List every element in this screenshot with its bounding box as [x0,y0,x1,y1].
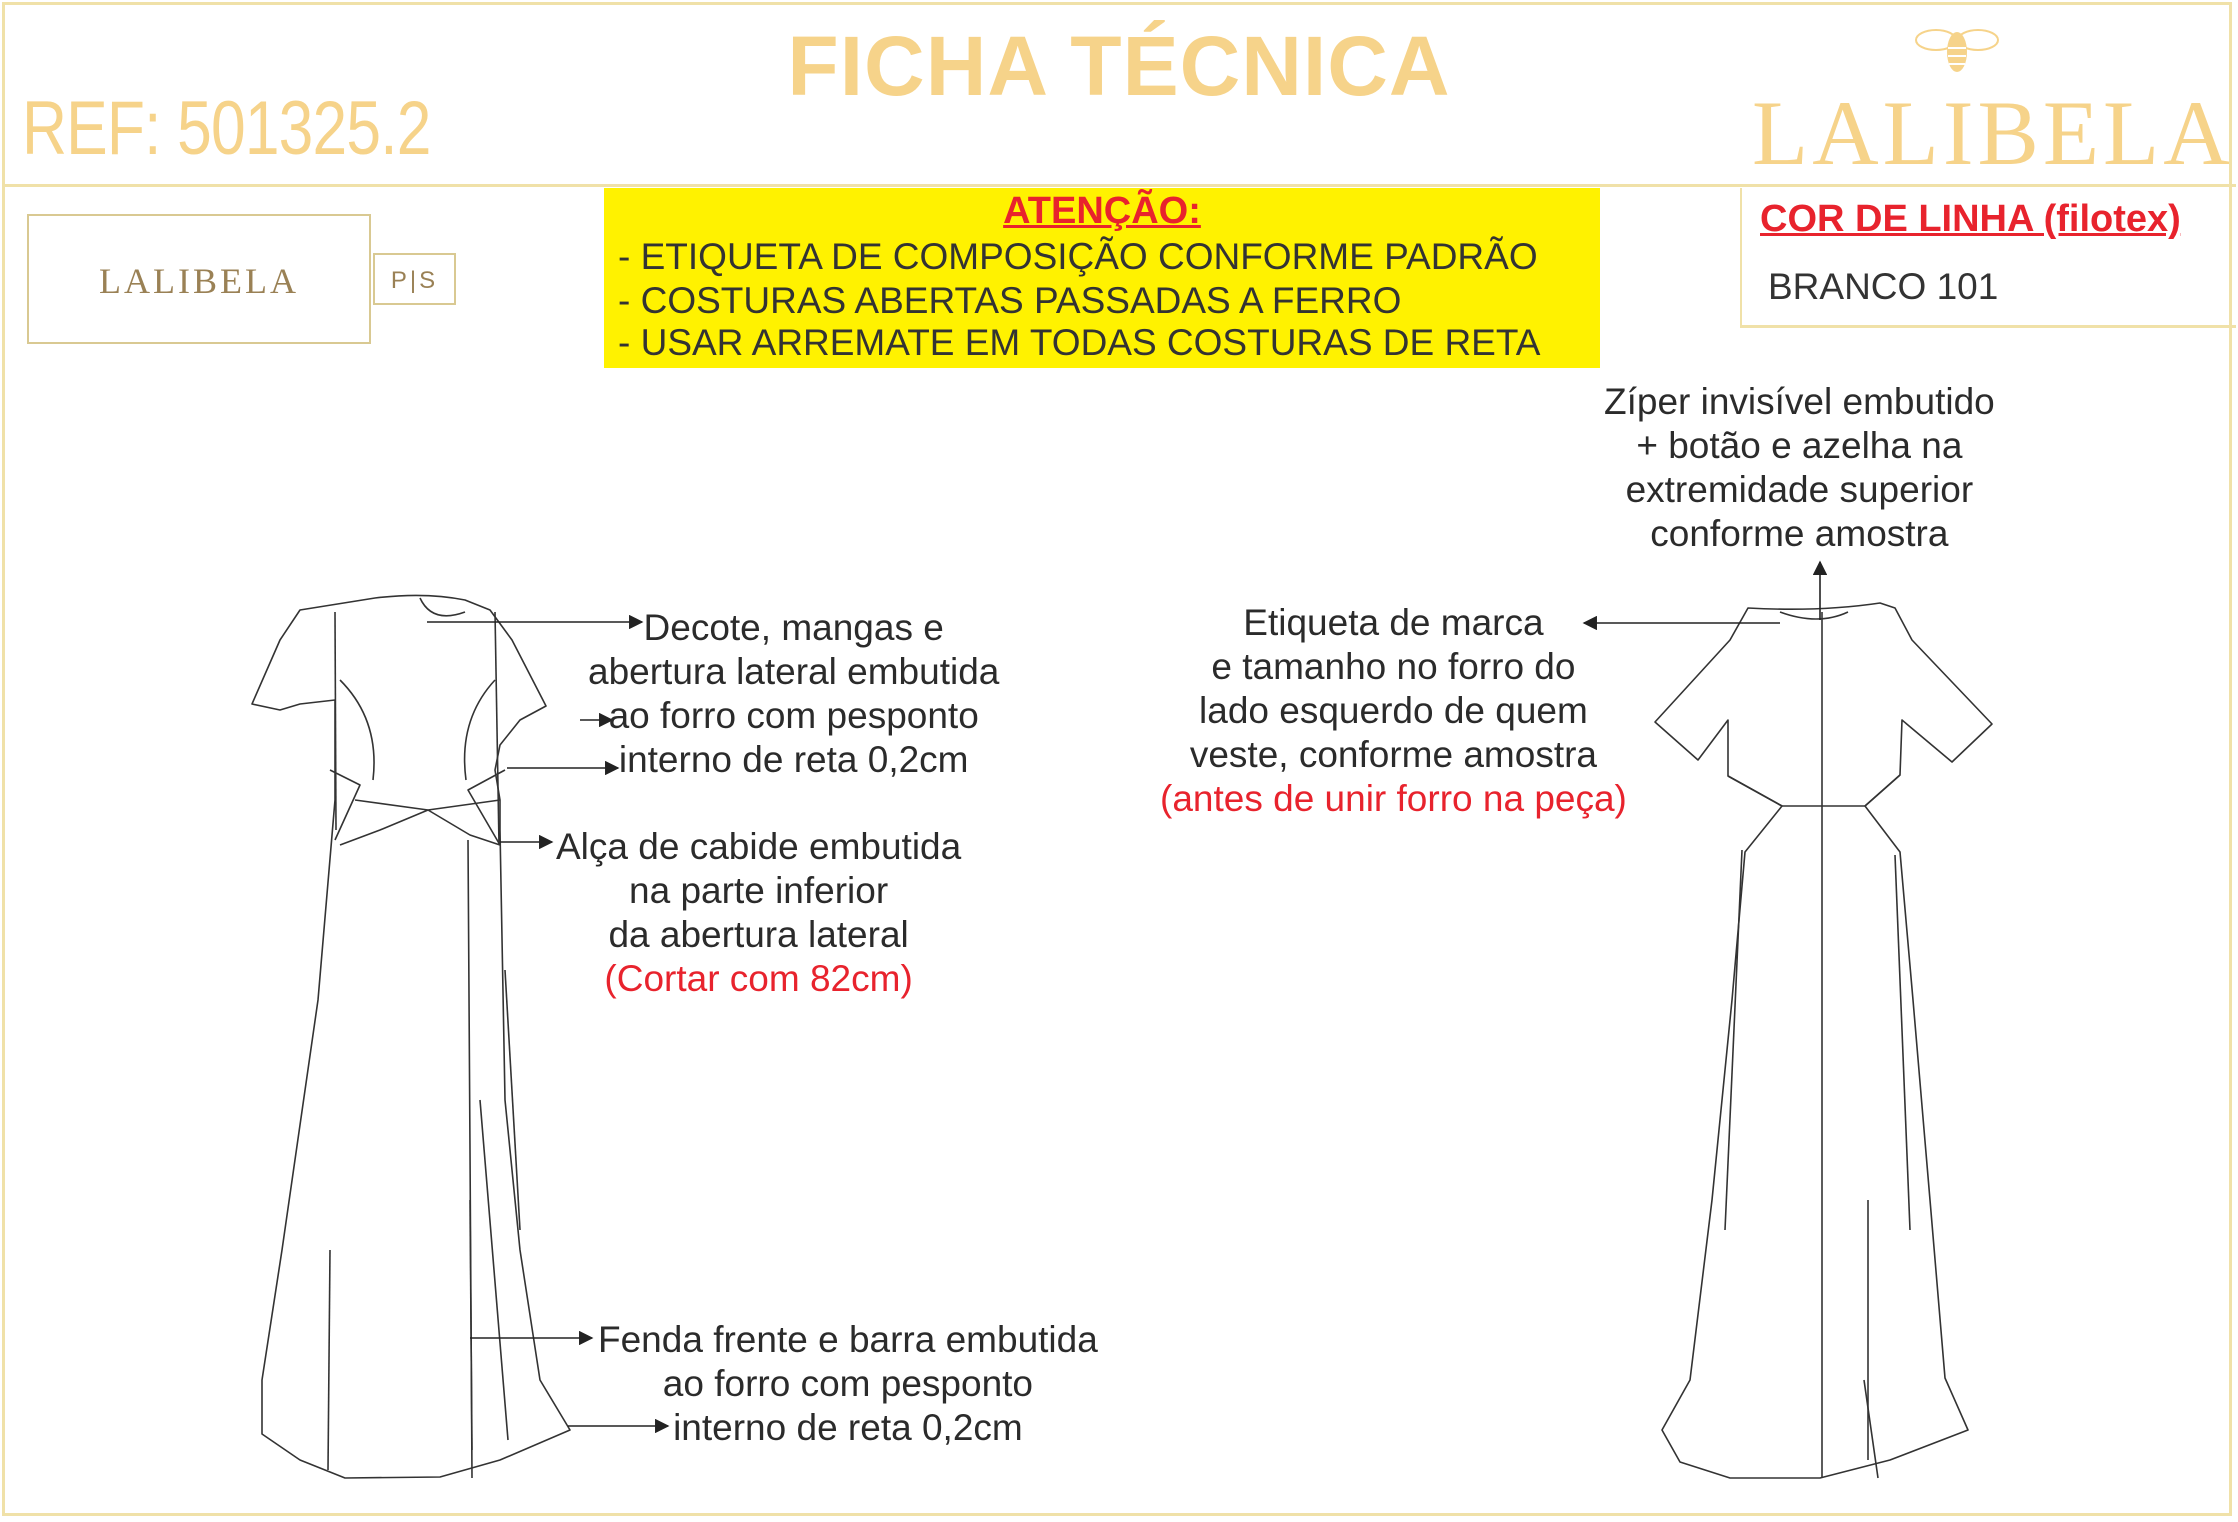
attention-line: - ETIQUETA DE COMPOSIÇÃO CONFORME PADRÃO [618,236,1538,277]
label-brand-text: LALIBELA [99,261,299,301]
note-line: na parte inferior [629,870,889,911]
note-line: ao forro com pesponto [662,1363,1034,1404]
note-zipper [1604,380,1995,556]
note-line: conforme amostra [1650,513,1949,554]
attention-title: ATENÇÃO: [1003,190,1201,232]
note-line: Alça de cabide embutida [556,826,962,867]
attention-line: - COSTURAS ABERTAS PASSADAS A FERRO [618,280,1402,321]
note-line: e tamanho no forro do [1211,646,1576,687]
note-line: interno de reta 0,2cm [673,1407,1023,1448]
note-line: Fenda frente e barra embutida [598,1319,1098,1360]
note-line: da abertura lateral [608,914,909,955]
note-line: abertura lateral embutida [588,651,1000,692]
note-line: veste, conforme amostra [1189,734,1598,775]
note-line: lado esquerdo de quem [1199,690,1588,731]
size-label-text: P|S [390,267,439,294]
brand-logo: LALIBELA [1752,82,2234,184]
note-front-slit [598,1318,1098,1450]
note-line: Decote, mangas e [643,607,944,648]
front-dress-drawing [252,595,570,1478]
note-line: extremidade superior [1625,469,1974,510]
note-neckline [588,606,999,782]
note-hanger-loop [556,825,961,1001]
note-line: ao forro com pesponto [608,695,979,736]
note-line-red: (antes de unir forro na peça) [1160,778,1627,819]
thread-color-title: COR DE LINHA (filotex) [1760,198,2181,240]
page-title: FICHA TÉCNICA [787,19,1451,113]
note-line: + botão e azelha na [1636,425,1963,466]
note-line: Etiqueta de marca [1243,602,1544,643]
note-brand-label [1160,601,1627,821]
note-line-red: (Cortar com 82cm) [604,958,913,999]
note-line: Zíper invisível embutido [1604,381,1995,422]
back-dress-drawing [1655,603,1992,1478]
reference-number: REF: 501325.2 [22,86,431,171]
note-line: interno de reta 0,2cm [618,739,969,780]
thread-color-value: BRANCO 101 [1768,266,1999,307]
attention-line: - USAR ARREMATE EM TODAS COSTURAS DE RETA [618,322,1541,363]
